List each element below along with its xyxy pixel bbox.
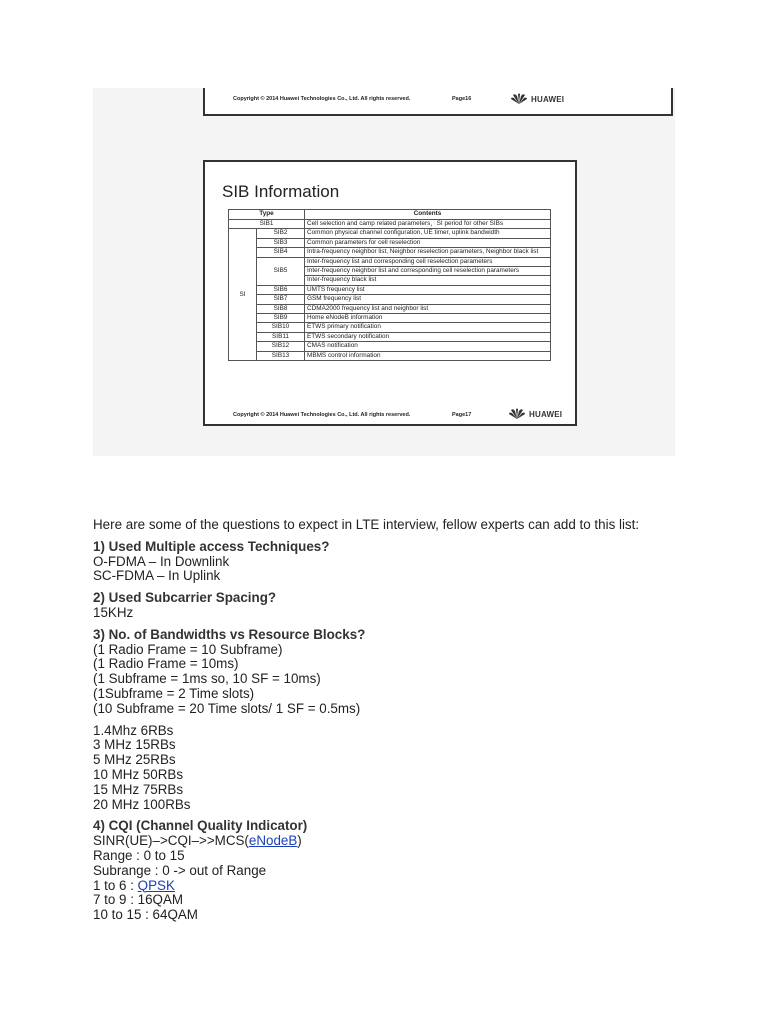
sinr-suffix: )	[297, 833, 302, 849]
question-3	[93, 628, 693, 717]
answer-line: O-FDMA – In Downlink	[93, 553, 230, 569]
answer-line: SC-FDMA – In Uplink	[93, 568, 221, 584]
sib-type: SIB4	[257, 248, 305, 257]
question-4	[93, 819, 693, 923]
sib-type: SIB3	[257, 238, 305, 247]
sib-contents: Common parameters for cell reselection	[305, 238, 551, 247]
bandwidth-item: 15 MHz 75RBs	[93, 781, 184, 797]
answer-line: (1Subframe = 2 Time slots)	[93, 685, 255, 701]
sib-type: SIB6	[257, 285, 305, 294]
table-row	[229, 332, 551, 341]
huawei-logo	[508, 408, 562, 420]
answer-line: (10 Subframe = 20 Time slots/ 1 SF = 0.5ms)	[93, 700, 361, 716]
sib-contents: UMTS frequency list	[305, 285, 551, 294]
sib-type: SIB7	[257, 295, 305, 304]
si-label: SI	[229, 229, 257, 361]
table-row	[229, 342, 551, 351]
question-3-title: 3) No. of Bandwidths vs Resource Blocks?	[93, 626, 366, 642]
qam64-line: 10 to 15 : 64QAM	[93, 907, 198, 923]
sib-contents: MBMS control information	[305, 351, 551, 360]
table-row	[229, 248, 551, 257]
qpsk-prefix: 1 to 6 :	[93, 877, 138, 893]
sib-contents: CDMA2000 frequency list and neighbor list	[305, 304, 551, 313]
sib-contents: Home eNodeB information	[305, 314, 551, 323]
table-row	[229, 257, 551, 266]
bandwidth-item: 20 MHz 100RBs	[93, 796, 191, 812]
slide-title: SIB Information	[222, 182, 340, 201]
range-line: Range : 0 to 15	[93, 847, 185, 863]
question-2-title: 2) Used Subcarrier Spacing?	[93, 590, 277, 606]
question-1-title: 1) Used Multiple access Techniques?	[93, 538, 330, 554]
sib-type: SIB2	[257, 229, 305, 238]
bandwidth-item: 10 MHz 50RBs	[93, 766, 184, 782]
sib-type: SIB5	[257, 257, 305, 285]
sib-type: SIB12	[257, 342, 305, 351]
sib-type: SIB1	[229, 220, 305, 229]
bandwidth-item: 3 MHz 15RBs	[93, 737, 176, 753]
huawei-logo	[510, 93, 564, 105]
qam16-line: 7 to 9 : 16QAM	[93, 892, 184, 908]
answer-line: (1 Subframe = 1ms so, 10 SF = 10ms)	[93, 671, 321, 687]
sib-contents: Inter-frequency neighbor list and corresponding cell reselection parameters	[305, 267, 551, 276]
bandwidth-item: 1.4Mhz 6RBs	[93, 722, 174, 738]
slide-16-footer	[203, 88, 673, 116]
slide-17-copyright: Copyright © 2014 Huawei Technologies Co., Ltd. All rights reserved.	[233, 412, 411, 418]
answer-line: (1 Radio Frame = 10ms)	[93, 656, 239, 672]
huawei-logo-text: HUAWEI	[531, 94, 565, 104]
col-contents-header: Contents	[305, 210, 551, 220]
sib-type: SIB11	[257, 332, 305, 341]
article-body	[93, 518, 693, 930]
sib-contents: Inter-frequency list and corresponding cell reselection parameters	[305, 257, 551, 266]
sib-contents: ETWS primary notification	[305, 323, 551, 332]
sib-type: SIB13	[257, 351, 305, 360]
sinr-line	[93, 834, 693, 849]
slide-16-copyright: Copyright © 2014 Huawei Technologies Co., Ltd. All rights reserved.	[233, 96, 411, 102]
table-row	[229, 304, 551, 313]
huawei-logo-text: HUAWEI	[529, 409, 563, 419]
table-row	[229, 229, 551, 238]
col-type-header: Type	[229, 210, 305, 220]
sib-type: SIB8	[257, 304, 305, 313]
slide-17	[203, 160, 577, 426]
table-row	[229, 323, 551, 332]
sib-contents: Inter-frequency black list	[305, 276, 551, 285]
sib-contents: ETWS secondary notification	[305, 332, 551, 341]
sib-contents: GSM frequency list	[305, 295, 551, 304]
huawei-petals-icon	[510, 93, 528, 105]
sib-contents: Common physical channel configuration, UE timer, uplink bandwidth	[305, 229, 551, 238]
table-row	[229, 220, 551, 229]
sib-table-header	[229, 210, 551, 220]
bandwidth-list	[93, 724, 693, 813]
sib-type: SIB9	[257, 314, 305, 323]
enodeb-link[interactable]: eNodeB	[248, 833, 298, 849]
sib-contents: Cell selection and camp related parameters，SI period for other SIBs	[305, 220, 551, 229]
huawei-petals-icon	[508, 408, 526, 420]
qpsk-link[interactable]: QPSK	[137, 877, 175, 893]
table-row	[229, 285, 551, 294]
question-2	[93, 591, 693, 621]
table-row	[229, 238, 551, 247]
question-1	[93, 540, 693, 584]
answer-line: 15KHz	[93, 604, 134, 620]
slide-17-page-number: Page17	[452, 412, 472, 418]
sib-contents: Intra-frequency neighbor list, Neighbor reselection parameters, Neighbor black list	[305, 248, 551, 257]
sib-contents: CMAS notification	[305, 342, 551, 351]
sib-table	[228, 209, 551, 361]
qpsk-line	[93, 879, 693, 894]
table-row	[229, 295, 551, 304]
subrange-line: Subrange : 0 -> out of Range	[93, 862, 267, 878]
sinr-prefix: SINR(UE)–>CQI–>>MCS(	[93, 833, 249, 849]
table-row	[229, 351, 551, 360]
answer-line: (1 Radio Frame = 10 Subframe)	[93, 641, 283, 657]
sib-type: SIB10	[257, 323, 305, 332]
slide-16-page-number: Page16	[452, 96, 472, 102]
scanned-slides-image	[93, 88, 675, 456]
bandwidth-item: 5 MHz 25RBs	[93, 752, 176, 768]
intro-paragraph: Here are some of the questions to expect in LTE interview, fellow experts can add to this list:	[93, 517, 640, 532]
question-4-title: 4) CQI (Channel Quality Indicator)	[93, 818, 308, 834]
table-row	[229, 314, 551, 323]
